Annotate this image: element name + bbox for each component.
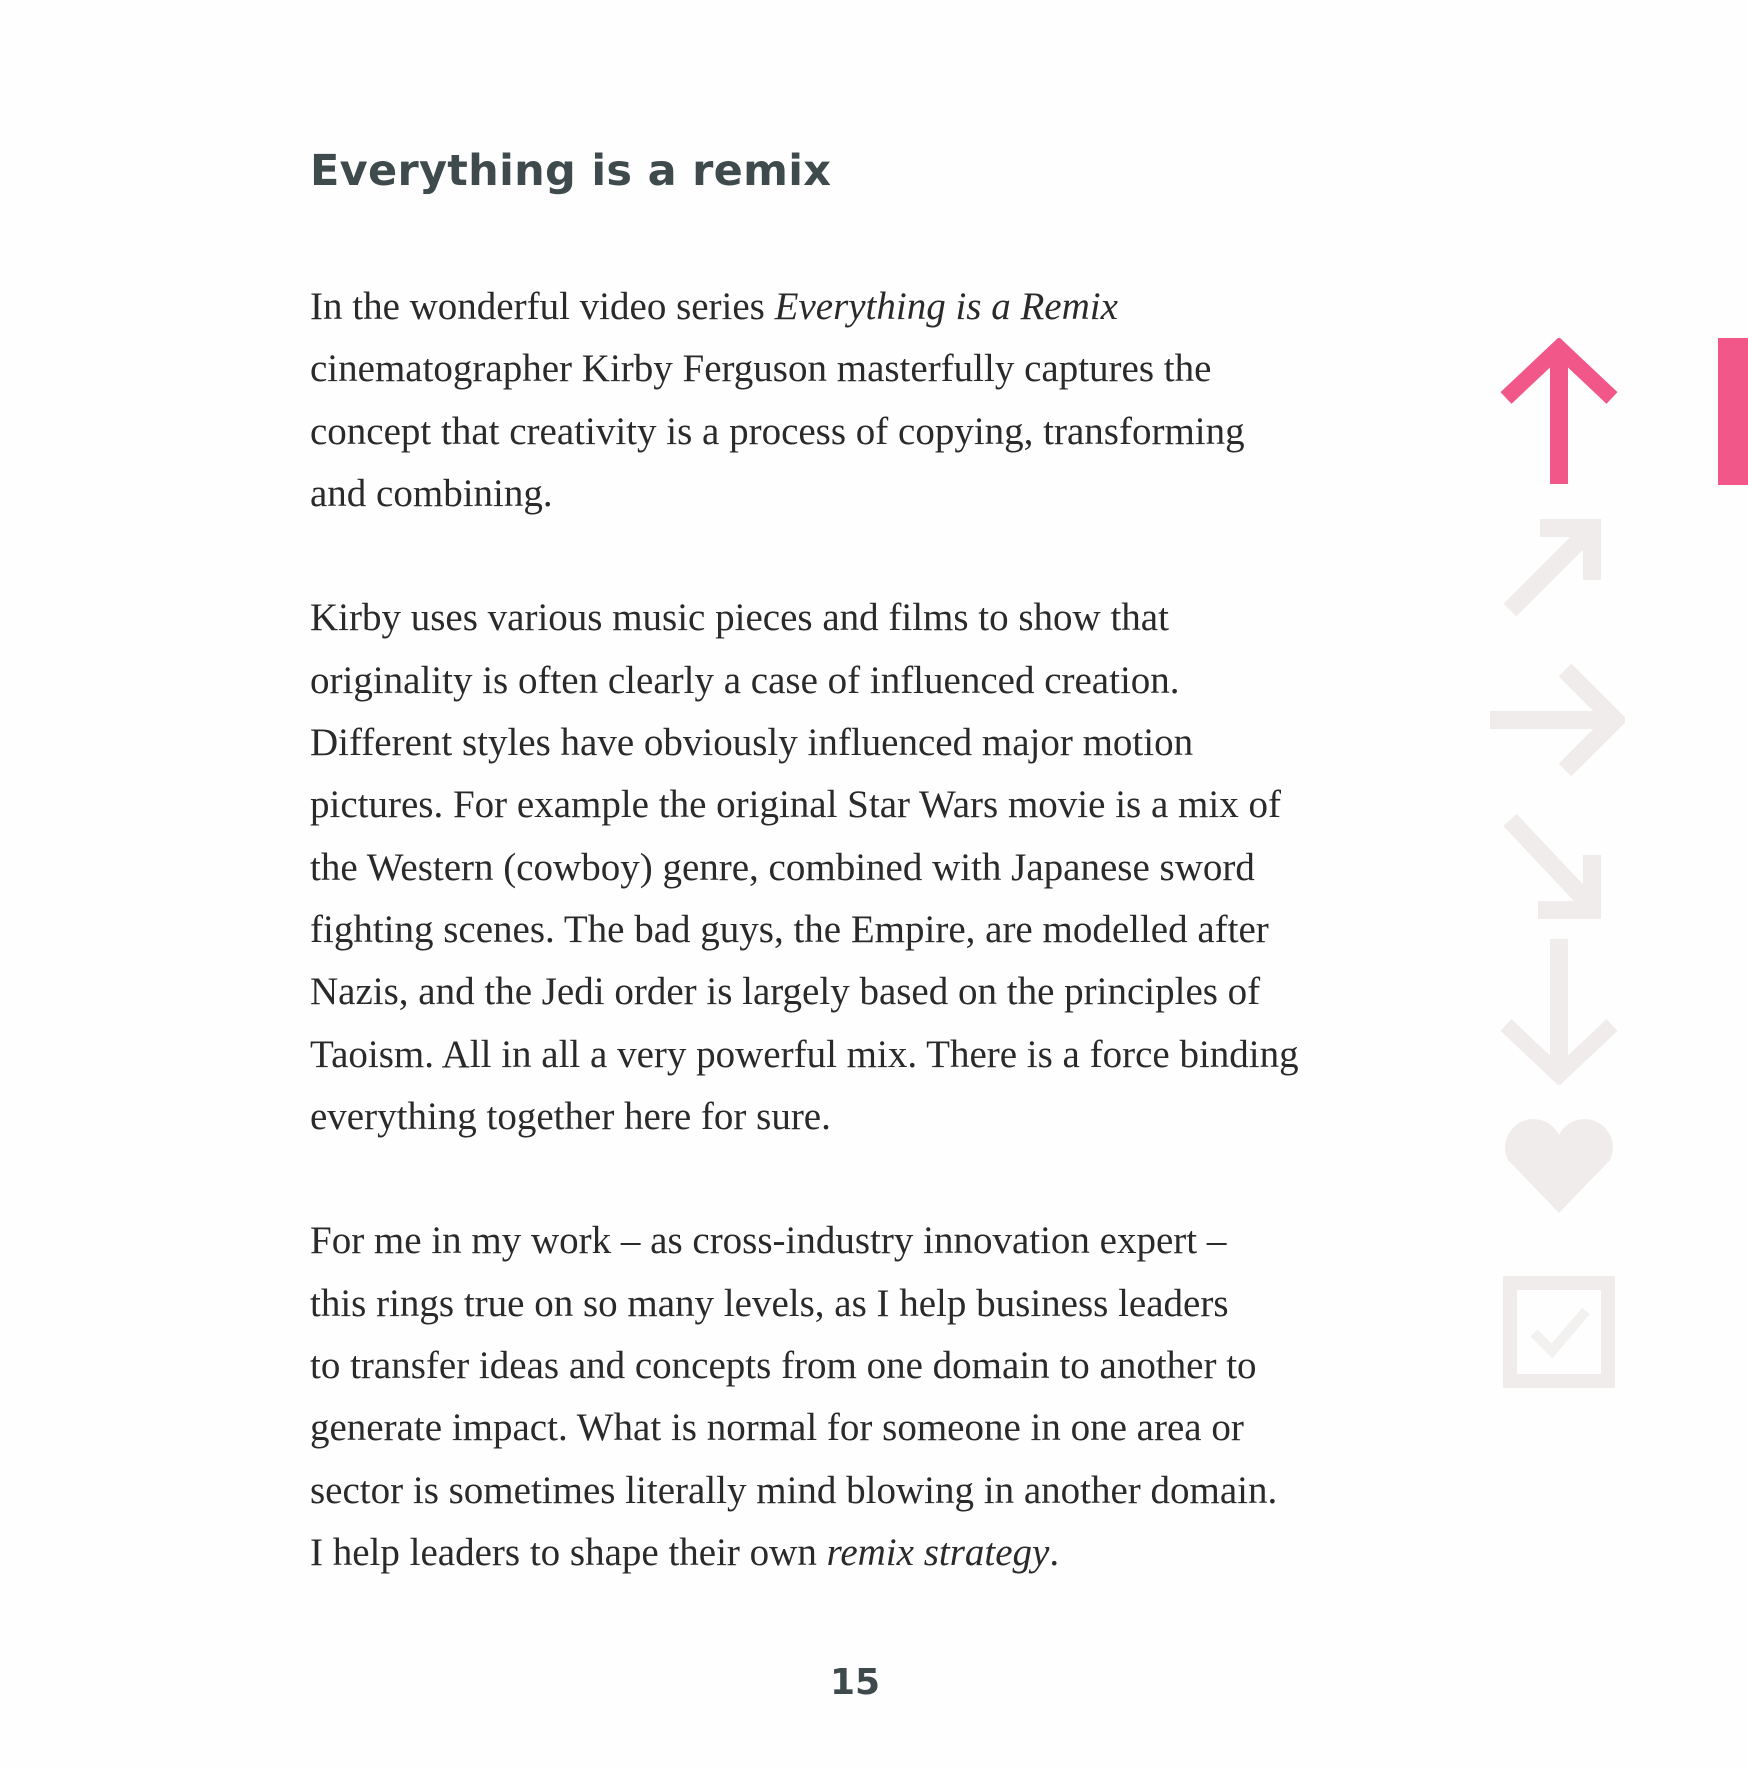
text-segment: Nazis, and the Jedi order is largely based on the principles of: [310, 970, 1261, 1014]
text-segment: Kirby uses various music pieces and films to show that: [310, 596, 1169, 640]
arrow-up-right-icon: [1500, 510, 1610, 620]
text-segment: fighting scenes. The bad guys, the Empire, are modelled after: [310, 907, 1269, 951]
text-line: [310, 1335, 1430, 1397]
text-line: [310, 650, 1430, 712]
page-title: Everything is a remix: [310, 146, 832, 196]
paragraph: [310, 276, 1430, 525]
text-segment: In the wonderful video series: [310, 285, 775, 328]
checkbox-icon: [1502, 1275, 1616, 1389]
text-line: [310, 587, 1430, 649]
text-segment: originality is often clearly a case of influenced creation.: [310, 658, 1180, 702]
text-line: [310, 276, 1430, 338]
text-line: [310, 1273, 1430, 1335]
italic-title: remix strategy: [826, 1530, 1050, 1574]
arrow-right-icon: [1485, 660, 1625, 780]
text-segment: and combining.: [310, 471, 553, 515]
arrow-down-icon: [1500, 935, 1618, 1085]
text-segment: cinematographer Kirby Ferguson masterfully captures the: [310, 347, 1212, 391]
text-line: [310, 463, 1430, 525]
text-line: [310, 712, 1430, 774]
text-line: [310, 899, 1430, 961]
text-line: [310, 1086, 1430, 1148]
page-number: 15: [829, 1662, 881, 1703]
italic-title: Everything is a Remix: [774, 285, 1118, 328]
text-segment: generate impact. What is normal for someone in one area or: [310, 1406, 1244, 1450]
heart-icon: [1500, 1115, 1618, 1215]
text-segment: the Western (cowboy) genre, combined with Japanese sword: [310, 845, 1255, 889]
text-segment: to transfer ideas and concepts from one domain to another to: [310, 1344, 1257, 1388]
paragraph: [310, 1210, 1430, 1584]
text-segment: everything together here for sure.: [310, 1094, 831, 1138]
arrow-up-icon: [1500, 338, 1618, 488]
text-segment: Taoism. All in all a very powerful mix. There is a force binding: [310, 1032, 1299, 1076]
text-segment: concept that creativity is a process of copying, transforming: [310, 409, 1245, 453]
paragraph: [310, 587, 1430, 1148]
text-line: [310, 774, 1430, 836]
arrow-down-right-icon: [1500, 810, 1610, 930]
text-line: [310, 1397, 1430, 1459]
text-segment: sector is sometimes literally mind blowing in another domain.: [310, 1468, 1278, 1512]
text-line: [310, 401, 1430, 463]
text-line: [310, 1024, 1430, 1086]
text-line: [310, 338, 1430, 400]
text-line: [310, 961, 1430, 1023]
text-line: [310, 1210, 1430, 1272]
body-text: [310, 276, 1430, 1647]
section-tab-marker: [1718, 338, 1748, 485]
text-segment: Different styles have obviously influenced major motion: [310, 721, 1194, 765]
text-line: [310, 1522, 1430, 1584]
text-segment: I help leaders to shape their own: [310, 1530, 827, 1574]
text-segment: pictures. For example the original Star Wars movie is a mix of: [310, 783, 1281, 827]
text-line: [310, 837, 1430, 899]
text-line: [310, 1460, 1430, 1522]
text-segment: this rings true on so many levels, as I help business leaders: [310, 1281, 1229, 1325]
text-segment: .: [1049, 1530, 1060, 1574]
text-segment: For me in my work – as cross-industry innovation expert –: [310, 1219, 1227, 1263]
